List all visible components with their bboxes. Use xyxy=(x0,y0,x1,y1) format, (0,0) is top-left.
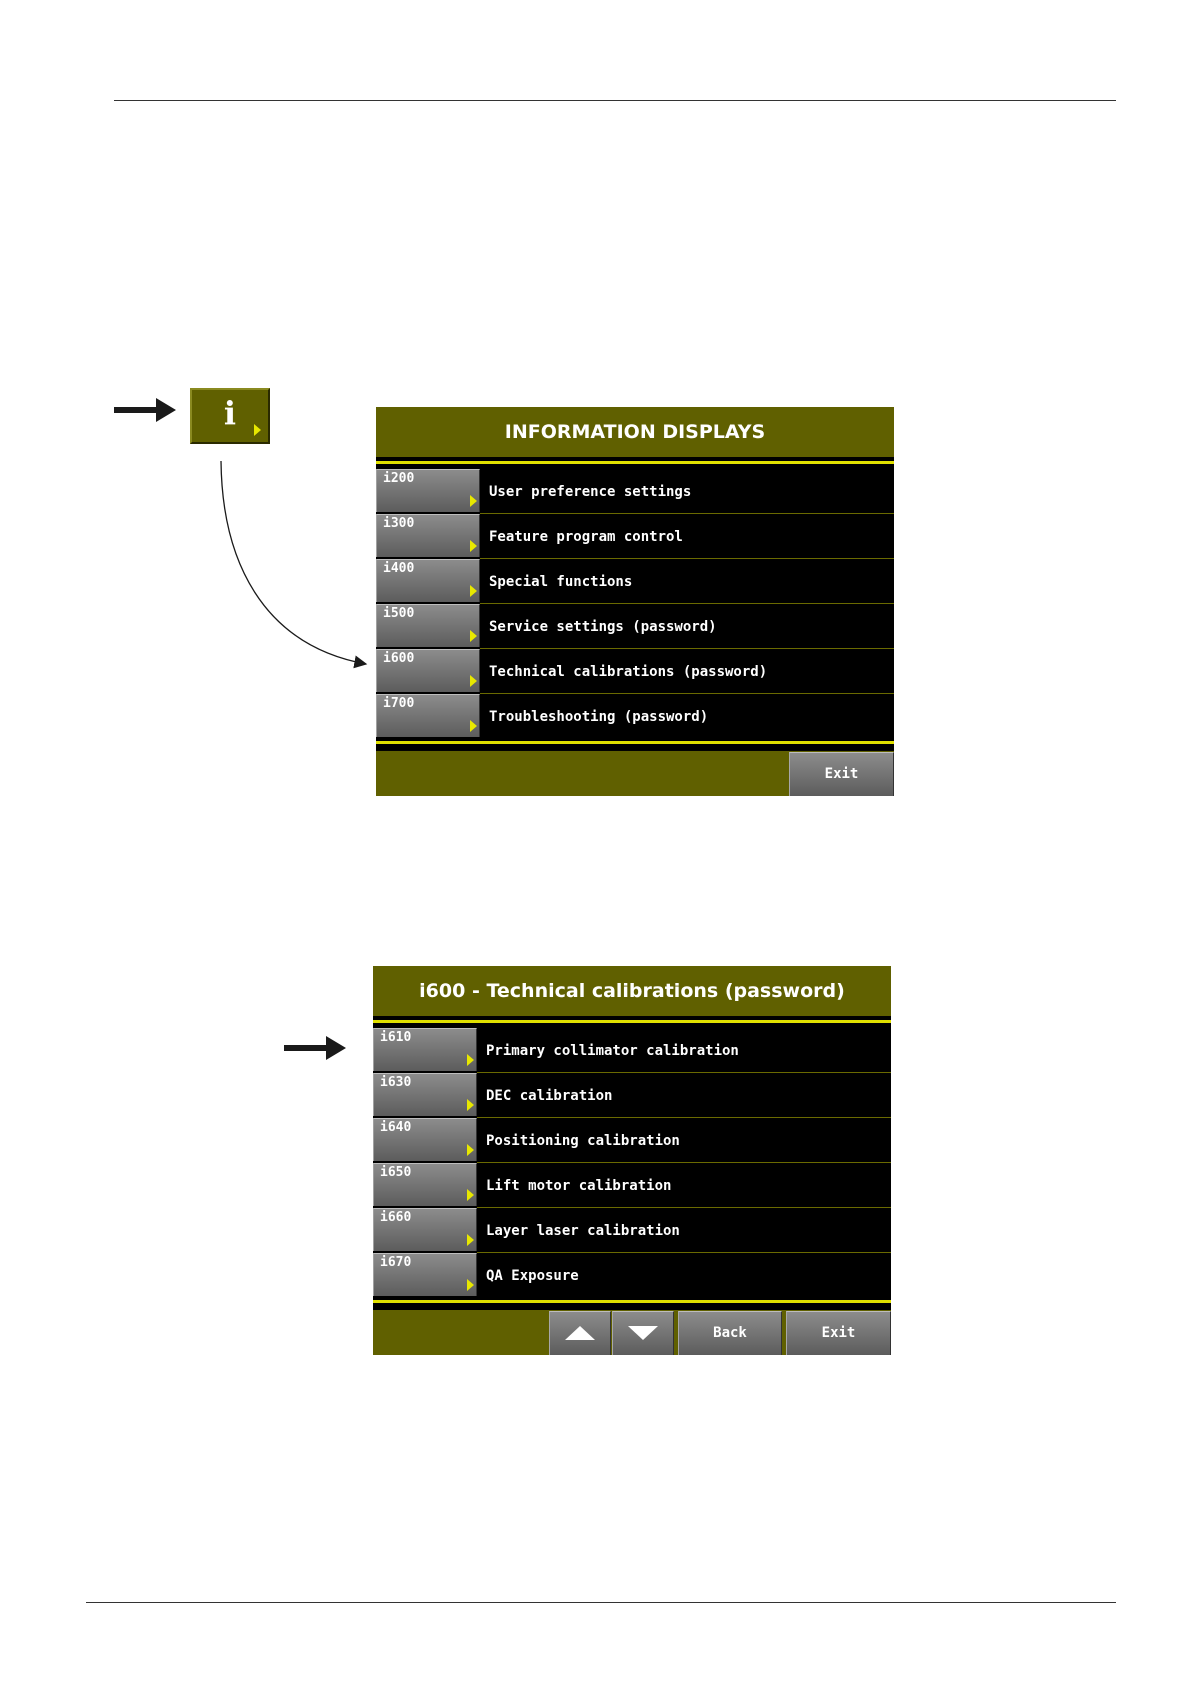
menu-item-code-button[interactable] xyxy=(373,1073,477,1116)
title-divider xyxy=(373,1020,891,1023)
scroll-up-button[interactable] xyxy=(549,1311,611,1355)
menu-item-code-button[interactable] xyxy=(373,1208,477,1251)
menu-item-code: i660 xyxy=(380,1210,412,1225)
submenu-indicator-icon xyxy=(467,1279,474,1291)
menu-item-label: Troubleshooting (password) xyxy=(489,709,709,725)
menu-item-code-button[interactable] xyxy=(373,1253,477,1296)
menu-item-i500[interactable] xyxy=(376,604,894,649)
menu-item-code: i670 xyxy=(380,1255,412,1270)
menu-item-code: i610 xyxy=(380,1030,412,1045)
menu-item-label: Primary collimator calibration xyxy=(486,1043,739,1059)
menu-item-label: Lift motor calibration xyxy=(486,1178,672,1194)
menu-item-label: Positioning calibration xyxy=(486,1133,680,1149)
menu-item-i610[interactable] xyxy=(373,1028,891,1073)
screen-title: INFORMATION DISPLAYS xyxy=(376,407,894,457)
menu-item-label: Layer laser calibration xyxy=(486,1223,680,1239)
menu-item-code: i200 xyxy=(383,471,415,486)
info-icon: i xyxy=(223,394,237,432)
screen-title: i600 - Technical calibrations (password) xyxy=(373,966,891,1016)
menu-item-code: i650 xyxy=(380,1165,412,1180)
scroll-down-button[interactable] xyxy=(612,1311,674,1355)
information-displays-screen xyxy=(376,407,894,796)
menu-item-i640[interactable] xyxy=(373,1118,891,1163)
bottom-divider xyxy=(373,1300,891,1303)
menu-item-code-button[interactable] xyxy=(376,514,480,557)
bottom-divider xyxy=(376,741,894,744)
submenu-indicator-icon xyxy=(470,630,477,642)
bottom-toolbar xyxy=(376,751,894,796)
menu-item-code-button[interactable] xyxy=(373,1028,477,1071)
exit-button[interactable]: Exit xyxy=(786,1311,891,1355)
back-button[interactable]: Back xyxy=(678,1311,782,1355)
menu-item-label: Service settings (password) xyxy=(489,619,717,635)
menu-item-i300[interactable] xyxy=(376,514,894,559)
menu-item-code-button[interactable] xyxy=(376,469,480,512)
menu-item-code-button[interactable] xyxy=(376,649,480,692)
menu-item-code-button[interactable] xyxy=(373,1163,477,1206)
submenu-indicator-icon xyxy=(467,1234,474,1246)
title-divider xyxy=(376,461,894,464)
menu-item-label: DEC calibration xyxy=(486,1088,613,1104)
arrow-down-icon xyxy=(628,1326,658,1340)
pointer-arrow-icon xyxy=(284,1036,346,1060)
arrow-up-icon xyxy=(565,1326,595,1340)
menu-item-label: Special functions xyxy=(489,574,633,590)
submenu-indicator-icon xyxy=(467,1099,474,1111)
menu-item-code: i700 xyxy=(383,696,415,711)
menu-item-i400[interactable] xyxy=(376,559,894,604)
menu-item-code-button[interactable] xyxy=(376,604,480,647)
menu-item-code-button[interactable] xyxy=(373,1118,477,1161)
submenu-indicator-icon xyxy=(467,1054,474,1066)
menu-item-code: i630 xyxy=(380,1075,412,1090)
technical-calibrations-screen xyxy=(373,966,891,1355)
menu-item-code: i640 xyxy=(380,1120,412,1135)
menu-item-code: i500 xyxy=(383,606,415,621)
menu-item-label: User preference settings xyxy=(489,484,692,500)
menu-item-label: Technical calibrations (password) xyxy=(489,664,768,680)
submenu-indicator-icon xyxy=(467,1144,474,1156)
menu-item-i630[interactable] xyxy=(373,1073,891,1118)
menu-item-i670[interactable] xyxy=(373,1253,891,1298)
submenu-indicator-icon xyxy=(470,585,477,597)
submenu-indicator-icon xyxy=(470,495,477,507)
menu-item-i650[interactable] xyxy=(373,1163,891,1208)
menu-item-label: Feature program control xyxy=(489,529,683,545)
exit-button[interactable]: Exit xyxy=(789,752,894,796)
menu-item-code: i600 xyxy=(383,651,415,666)
menu-item-i600[interactable] xyxy=(376,649,894,694)
menu-item-code: i400 xyxy=(383,561,415,576)
menu-item-i700[interactable] xyxy=(376,694,894,739)
submenu-indicator-icon xyxy=(470,675,477,687)
submenu-indicator-icon xyxy=(467,1189,474,1201)
submenu-indicator-icon xyxy=(470,720,477,732)
bottom-toolbar xyxy=(373,1310,891,1355)
menu-item-label: QA Exposure xyxy=(486,1268,579,1284)
menu-item-code: i300 xyxy=(383,516,415,531)
menu-item-code-button[interactable] xyxy=(376,694,480,737)
submenu-indicator-icon xyxy=(470,540,477,552)
menu-item-i660[interactable] xyxy=(373,1208,891,1253)
menu-item-code-button[interactable] xyxy=(376,559,480,602)
menu-item-i200[interactable] xyxy=(376,469,894,514)
